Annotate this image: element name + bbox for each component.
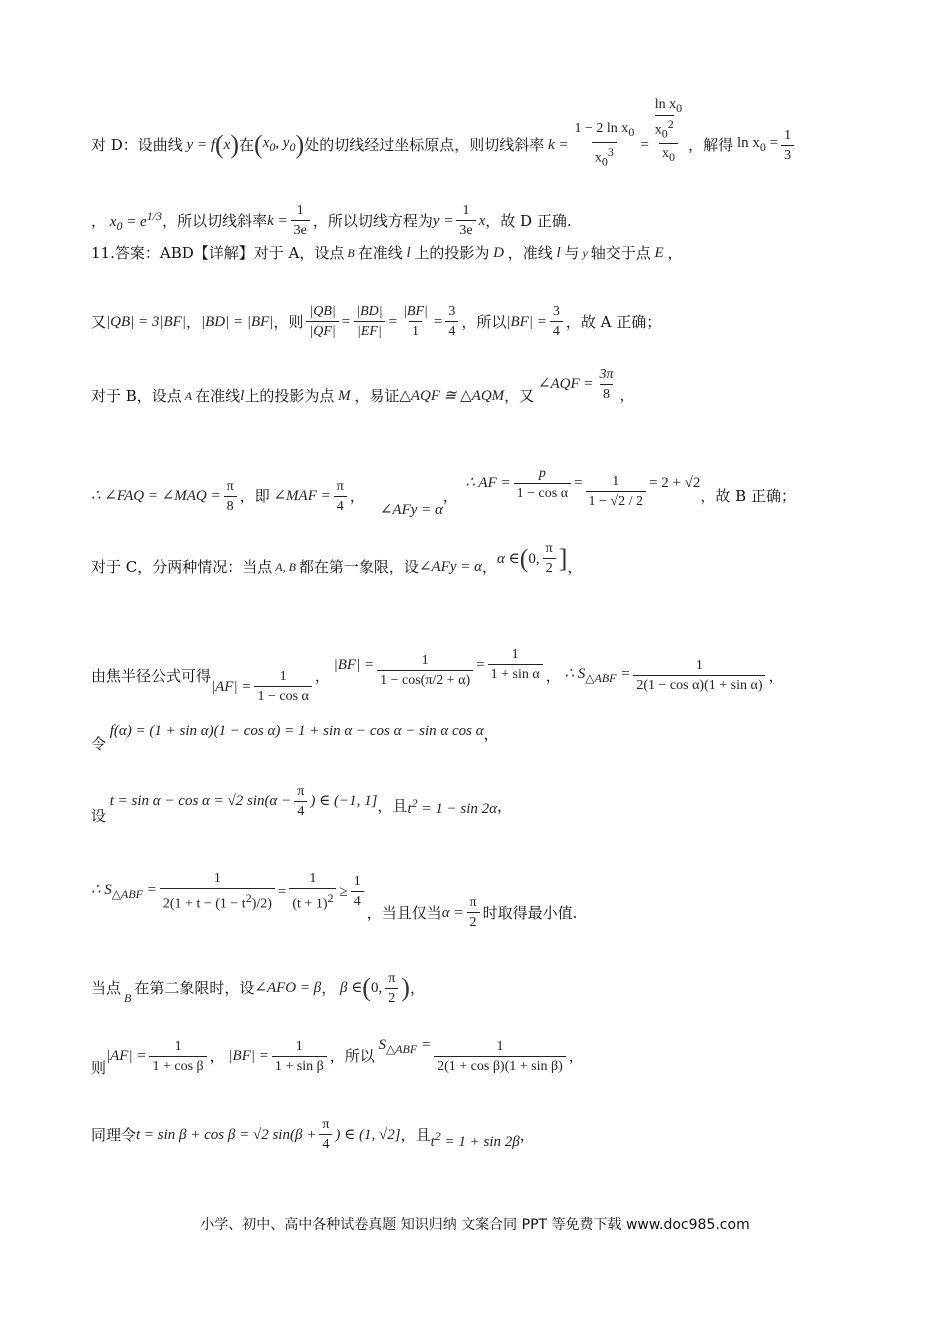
math-x0-e: $x_0 = e^{1/3}$ xyxy=(106,208,163,233)
math-lnx0: $\ln x_0$ = xyxy=(733,135,779,155)
line-similarly: 同理令 t = sin β + cos β = √2 sin(β + $\frac{\pi}{4}$ ) ∈ (1, √2] ，且 $t^2 = 1 + \sin 2\beta$ ， xyxy=(91,1117,535,1152)
math-frac-k2: $\ln x_0$ $x_0^2$ $x_0$ xyxy=(654,96,683,164)
math-point-x0y0: $x_0$, $y_0$ xyxy=(262,135,296,155)
line-b: 对于 B，设点 A 在准线 l 上的投影为点 M ，易证 △AQF ≅ △AQM ，又 ∠AQF = $\frac{3\pi}{8}$ ， xyxy=(91,366,635,405)
math-frac-k: $\frac{1 - 2 \ln x_0}{x_0^3}$ xyxy=(574,121,635,169)
line-let-t: 设 t = sin α − cos α = √2 sin(α − $\frac{\pi}{4}$ ) ∈ (−1, 1] ，且 $t^2 = 1 - \sin 2\alpha$ ， xyxy=(91,783,512,825)
line-second-area: 则 |AF| = $\frac{1}{\text{1 + cos β}}$ ， |BF| = $\frac{1}{\text{1 + sin β}}$ ，所以 $S_{\triangle ABF}$ = $\frac{1}{\text{2(1 + cos β)(1 + sin β)}}$ ， xyxy=(91,1037,584,1077)
line-a: 又 |QB| = 3|BF| ， |BD| = |BF| ，则 $\frac{|QB|}{|QF|}$ = $\frac{|BD|}{|EF|}$ = $\frac{|BF|}{1}$ = $\frac{3}{4}$ ，所以 |BF| = $\frac{3}{4}$ ，故 A 正确； xyxy=(91,304,662,339)
line-11-answer: 11.答案：ABD【详解】对于 A，设点 B 在准线 l 上的投影为 D ，准线 l 与 y 轴交于点 E ， xyxy=(91,244,683,262)
line-min-area: ∴ $S_{\triangle ABF}$ = $\frac{1}{2(1 + t - (1 - t^2)/2)}$ = $\frac{1}{(t + 1)^2}$ ≥ $\frac{1}{4}$ ，当且仅当 α = $\frac{\pi}{2}$ 时取得最小值. xyxy=(91,871,578,930)
line-let-f: 令 f(α) = (1 + sin α)(1 − cos α) = 1 + sin α − cos α − sin α cos α ， xyxy=(91,723,499,753)
line-c: 对于 C，分两种情况：当点 A, B 都在第一象限，设 ∠AFy = α ， α ∈ ( 0, $\frac{\pi}{2}$ ] ， xyxy=(91,541,583,576)
line-second-quadrant: 当点 B 在第二象限时，设 ∠AFO = β ， β ∈ ( 0, $\frac{\pi}{2}$ ) ， xyxy=(91,970,425,1006)
math-slope-k: k = xyxy=(544,137,569,154)
math-k-value: k = xyxy=(267,212,288,229)
line-d-curve: 对 D：设曲线 y = f ( x ) 在 ( $x_0$, $y_0$ ) 处的切线经过坐标原点，则切线斜率 k = $\frac{1 - 2 \ln x_0}{x_0^3}$ = $\ln x_0$ $x_0^2$ $x_0$ ，解得 $\ln x_0$ = $\frac{1}{3}$ xyxy=(91,120,797,170)
math-y-fx: y = f xyxy=(182,137,215,154)
line-d-result: ， $x_0 = e^{1/3}$ ，所以切线斜率 k = $\frac{1}{3e}$ ，所以切线方程为 y = $\frac{1}{3e}$ x ，故 D 正确. xyxy=(91,203,572,238)
math-tangent-line: y = xyxy=(432,212,454,229)
line-b-angles: ∴ ∠FAQ = ∠MAQ = $\frac{\pi}{8}$ ，即 ∠MAF = $\frac{\pi}{4}$ ， ∠AFy = α ， ∴ AF = $\frac{p}{\text{1 − cos α}}$ = $\frac{1}{1 - √2 / 2}$ = 2 + √2 ，故 B 正确； xyxy=(91,465,796,518)
page-footer: 小学、初中、高中各种试卷真题 知识归纳 文案合同 PPT 等免费下载 www.doc985.com xyxy=(200,1217,750,1233)
line-focal-radius: 由焦半径公式可得 |AF| = $\frac{1}{\text{1 − cos α}}$ ， |BF| = $\frac{1}{1 - \cos(\pi/2 + \alpha)}$ = $\frac{1}{\text{1 + sin α}}$ ， ∴ $S_{\triangle ABF}$ = $\frac{1}{\text{2(1 − cos α)(1 + sin α)}}$ ， xyxy=(91,647,784,704)
